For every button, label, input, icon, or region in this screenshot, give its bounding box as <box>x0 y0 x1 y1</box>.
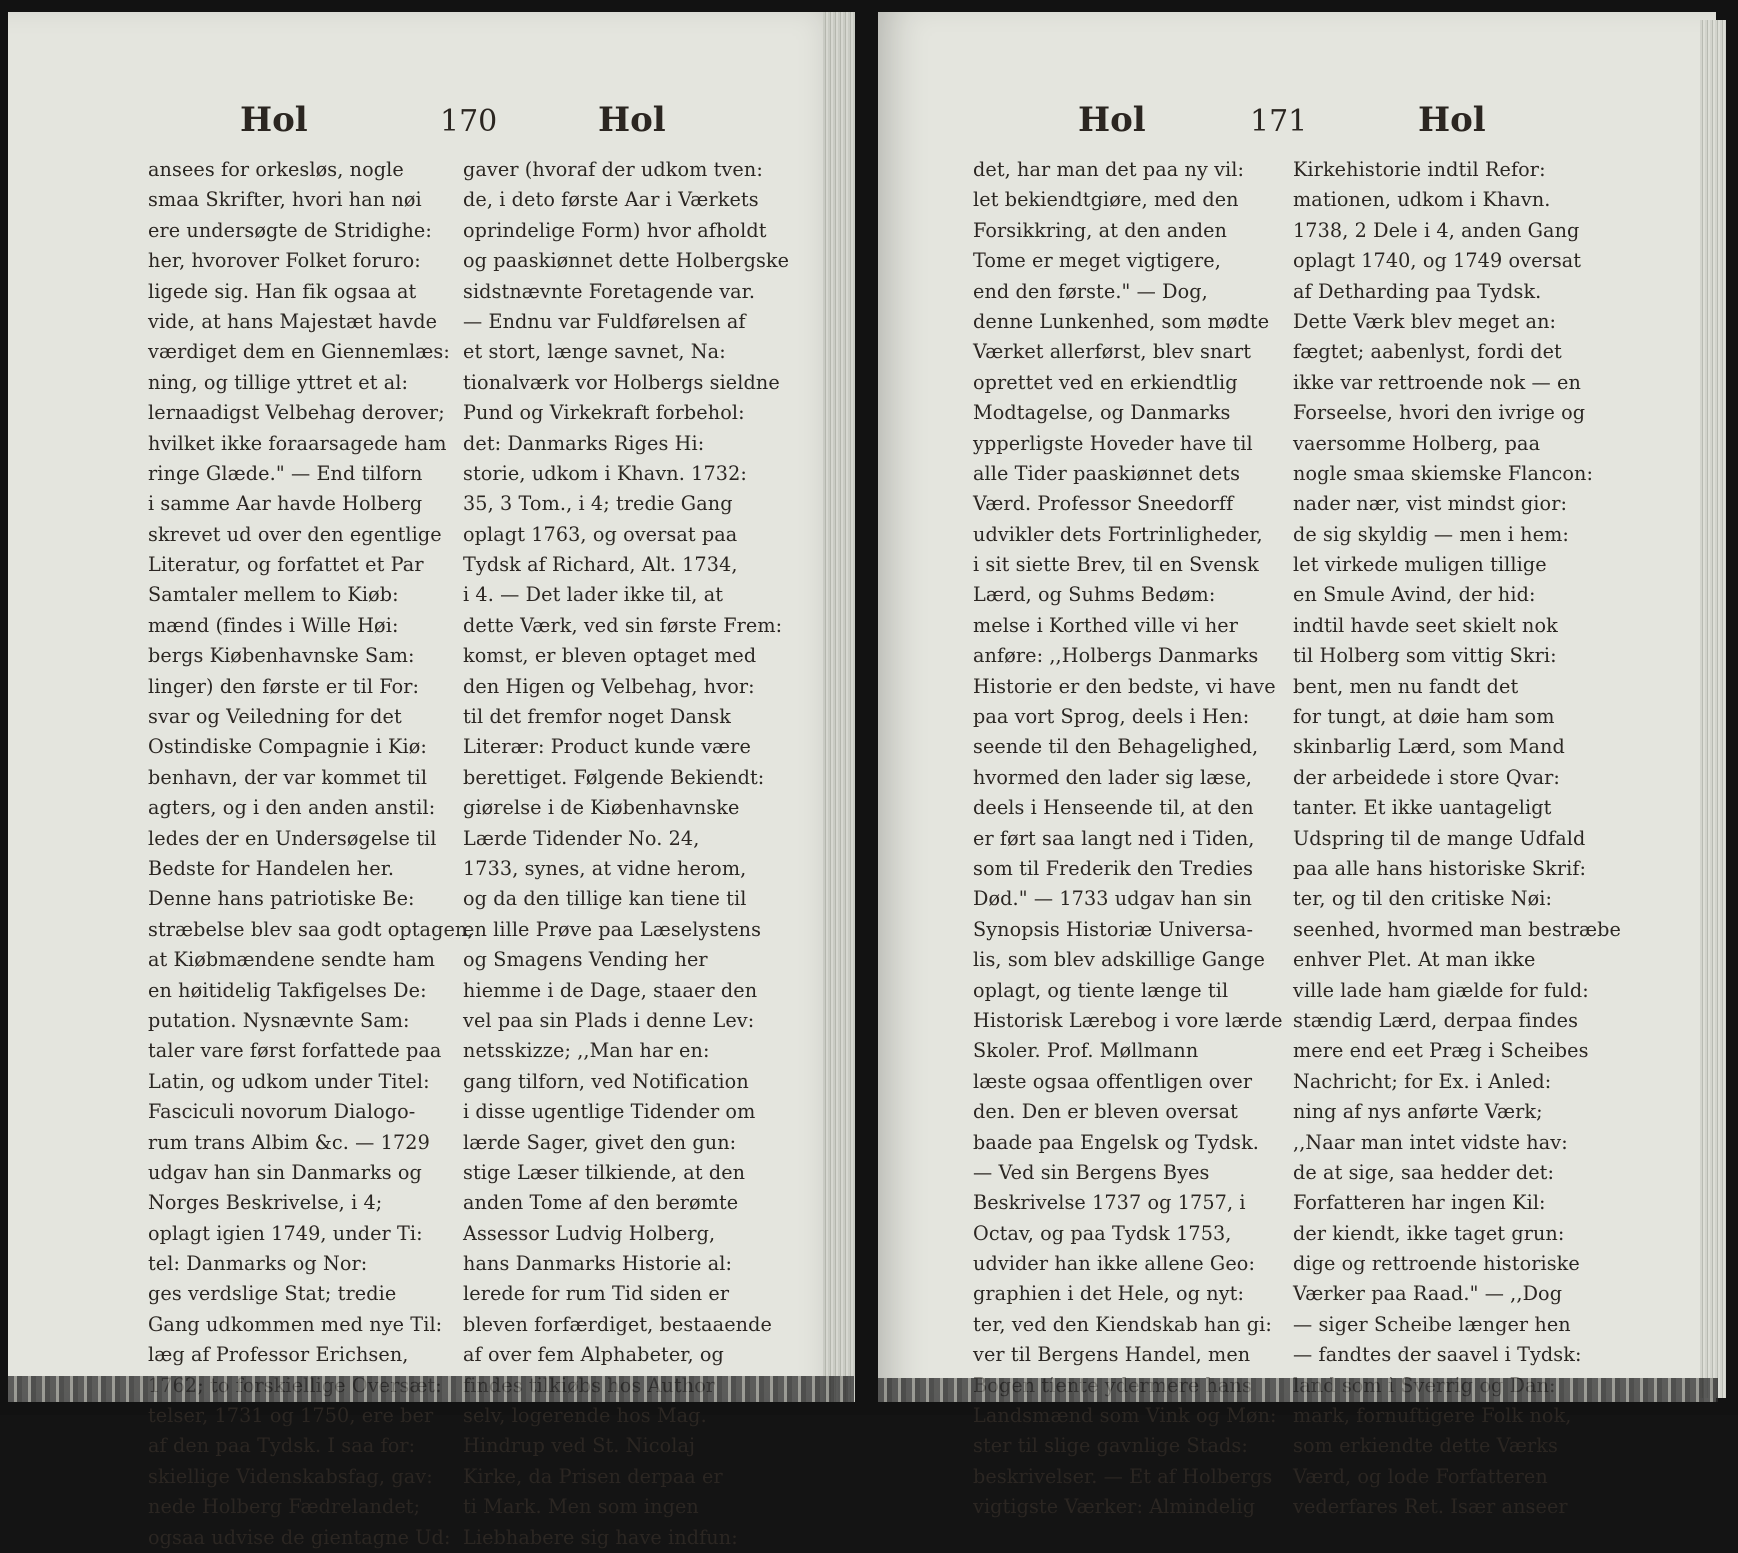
text-line: komst, er bleven optaget med <box>463 644 757 668</box>
left-bottom-edge <box>8 1376 854 1402</box>
text-line: Hindrup ved St. Nicolaj <box>463 1434 696 1458</box>
text-line: i 4. — Det lader ikke til, at <box>463 583 724 607</box>
text-line: udvider han ikke allene Geo: <box>973 1252 1256 1276</box>
text-line: ter, ved den Kiendskab han gi: <box>973 1312 1272 1336</box>
text-line: Literatur, og forfattet et Par <box>148 553 424 577</box>
text-line: Pund og Virkekraft forbehol: <box>463 401 745 425</box>
text-line: Literær: Product kunde være <box>463 735 751 759</box>
text-line: graphien i det Hele, og nyt: <box>973 1282 1245 1306</box>
right-page-header-left-word: Hol <box>1078 100 1146 140</box>
text-line: indtil havde seet skielt nok <box>1293 613 1558 637</box>
text-line: oplagt 1740, og 1749 oversat <box>1293 249 1582 273</box>
right-page-header-right-word: Hol <box>1418 100 1486 140</box>
text-line: anden Tome af den berømte <box>463 1191 739 1215</box>
text-line: selv, logerende hos Mag. <box>463 1404 707 1428</box>
text-line: ,,Naar man intet vidste hav: <box>1293 1130 1568 1154</box>
text-line: nader nær, vist mindst gior: <box>1293 492 1568 516</box>
text-line: skiellige Videnskabsfag, gav: <box>148 1464 433 1488</box>
text-line: seenhed, hvormed man bestræbe <box>1293 917 1621 941</box>
text-line: baade paa Engelsk og Tydsk. <box>973 1130 1259 1154</box>
text-line: — siger Scheibe længer hen <box>1293 1312 1571 1336</box>
text-line: netsskizze; ,,Man har en: <box>463 1039 710 1063</box>
text-line: Værker paa Raad." — ,,Dog <box>1293 1282 1563 1306</box>
right-page-edge <box>1700 20 1726 1398</box>
text-line: ville lade ham giælde for fuld: <box>1293 978 1589 1002</box>
left-page-number: 170 <box>440 104 498 139</box>
text-line: der arbeidede i store Qvar: <box>1293 765 1560 789</box>
text-line: denne Lunkenhed, som mødte <box>973 309 1270 333</box>
text-line: Værket allerførst, blev snart <box>973 340 1252 364</box>
text-line: stige Læser tilkiende, at den <box>463 1160 746 1184</box>
text-line: dette Værk, ved sin første Frem: <box>463 613 783 637</box>
text-line: fægtet; aabenlyst, fordi det <box>1293 340 1562 364</box>
text-line: i sit siette Brev, til en Svensk <box>973 553 1259 577</box>
text-line: ypperligste Hoveder have til <box>973 431 1253 455</box>
text-line: som til Frederik den Tredies <box>973 856 1254 880</box>
text-line: Synopsis Historiæ Universa- <box>973 917 1254 941</box>
text-line: nogle smaa skiemske Flancon: <box>1293 461 1594 485</box>
text-line: Octav, og paa Tydsk 1753, <box>973 1221 1232 1245</box>
text-line: lis, som blev adskillige Gange <box>973 948 1265 972</box>
text-line: Lærd, og Suhms Bedøm: <box>973 583 1216 607</box>
text-line: deels i Henseende til, at den <box>973 796 1254 820</box>
text-line: hans Danmarks Historie al: <box>463 1252 733 1276</box>
text-line: Forfatteren har ingen Kil: <box>1293 1191 1546 1215</box>
left-page-edge <box>823 12 855 1402</box>
text-line: af over fem Alphabeter, og <box>463 1343 724 1367</box>
text-line: beskrivelser. — Et af Holbergs <box>973 1464 1273 1488</box>
text-line: læste ogsaa offentligen over <box>973 1069 1253 1093</box>
text-line: vaersomme Holberg, paa <box>1293 431 1541 455</box>
text-line: paa vort Sprog, deels i Hen: <box>973 705 1250 729</box>
text-line: ere undersøgte de Stridighe: <box>148 218 432 242</box>
text-line: Modtagelse, og Danmarks <box>973 401 1231 425</box>
text-line: agters, og i den anden anstil: <box>148 796 436 820</box>
text-line: skinbarlig Lærd, som Mand <box>1293 735 1565 759</box>
text-line: vederfares Ret. Især anseer <box>1293 1495 1568 1519</box>
text-line: den Higen og Velbehag, hvor: <box>463 674 755 698</box>
left-page-header-right-word: Hol <box>598 100 666 140</box>
text-line: og da den tillige kan tiene til <box>463 887 747 911</box>
text-line: til det fremfor noget Dansk <box>463 705 731 729</box>
text-line: hvormed den lader sig læse, <box>973 765 1252 789</box>
text-line: Fasciculi novorum Dialogo- <box>148 1100 416 1124</box>
text-line: Assessor Ludvig Holberg, <box>463 1221 716 1245</box>
text-line: Bedste for Handelen her. <box>148 856 395 880</box>
text-line: til Holberg som vittig Skri: <box>1293 644 1557 668</box>
text-line: det, har man det paa ny vil: <box>973 158 1245 181</box>
text-line: som erkiendte dette Værks <box>1293 1434 1558 1458</box>
left-page <box>8 12 850 1549</box>
text-line: Dette Værk blev meget an: <box>1293 309 1557 333</box>
text-line: bent, men nu fandt det <box>1293 674 1519 698</box>
text-line: Tome er meget vigtigere, <box>973 249 1221 273</box>
text-line: Samtaler mellem to Kiøb: <box>148 583 399 607</box>
text-line: end den første." — Dog, <box>973 279 1208 303</box>
text-line: bleven forfærdiget, bestaaende <box>463 1312 772 1336</box>
text-line: ringe Glæde." — End tilforn <box>148 461 423 485</box>
text-line: lærde Sager, givet den gun: <box>463 1130 737 1154</box>
text-line: Historisk Lærebog i vore lærde <box>973 1008 1283 1032</box>
text-line: ti Mark. Men som ingen <box>463 1495 699 1519</box>
right-bottom-edge <box>878 1378 1718 1402</box>
text-line: udvikler dets Fortrinligheder, <box>973 522 1263 546</box>
text-line: og Smagens Vending her <box>463 948 708 972</box>
text-line: rum trans Albim &c. — 1729 <box>148 1130 430 1154</box>
left-page-column-1 <box>148 155 474 1553</box>
text-line: anføre: ,,Holbergs Danmarks <box>973 644 1259 668</box>
text-line: den. Den er bleven oversat <box>973 1100 1238 1124</box>
text-line: dige og rettroende historiske <box>1293 1252 1580 1276</box>
text-line: Ostindiske Compagnie i Kiø: <box>148 735 427 759</box>
text-line: stændig Lærd, derpaa findes <box>1293 1008 1579 1032</box>
text-line: ning af nys anførte Værk; <box>1293 1100 1543 1124</box>
text-line: — fandtes der saavel i Tydsk: <box>1293 1343 1582 1367</box>
text-line: oprettet ved en erkiendtlig <box>973 370 1238 394</box>
text-line: putation. Nysnævnte Sam: <box>148 1008 410 1032</box>
text-line: og paaskiønnet dette Holbergske <box>463 249 790 273</box>
text-line: vel paa sin Plads i denne Lev: <box>463 1008 755 1032</box>
right-page <box>878 12 1716 1519</box>
text-line: et stort, længe savnet, Na: <box>463 340 726 364</box>
text-line: Nachricht; for Ex. i Anled: <box>1293 1069 1552 1093</box>
text-line: taler vare først forfattede paa <box>148 1039 442 1063</box>
right-page-number: 171 <box>1250 104 1308 139</box>
text-line: gang tilforn, ved Notification <box>463 1069 749 1093</box>
text-line: udgav han sin Danmarks og <box>148 1160 422 1184</box>
text-line: her, hvorover Folket foruro: <box>148 249 421 273</box>
text-line: 1738, 2 Dele i 4, anden Gang <box>1293 218 1580 242</box>
text-line: de at sige, saa hedder det: <box>1293 1160 1555 1184</box>
text-line: i disse ugentlige Tidender om <box>463 1100 756 1124</box>
text-line: ges verdslige Stat; tredie <box>148 1282 397 1306</box>
text-line: for tungt, at døie ham som <box>1293 705 1555 729</box>
text-line: lernaadigst Velbehag derover; <box>148 401 445 425</box>
text-line: hvilket ikke foraarsagede ham <box>148 431 447 455</box>
text-line: oplagt, og tiente længe til <box>973 978 1229 1002</box>
text-line: af den paa Tydsk. I saa for: <box>148 1434 416 1458</box>
text-line: Kirkehistorie indtil Refor: <box>1293 158 1546 181</box>
text-line: vide, at hans Majestæt havde <box>148 309 438 333</box>
text-line: tel: Danmarks og Nor: <box>148 1252 368 1276</box>
text-line: benhavn, der var kommet til <box>148 765 428 789</box>
left-page-column-2 <box>463 155 789 1553</box>
text-line: alle Tider paaskiønnet dets <box>973 461 1241 485</box>
text-line: gaver (hvoraf der udkom tven: <box>463 158 763 181</box>
text-line: 35, 3 Tom., i 4; tredie Gang <box>463 492 733 516</box>
text-line: læg af Professor Erichsen, <box>148 1343 409 1367</box>
text-line: giørelse i de Kiøbenhavnske <box>463 796 740 820</box>
text-line: linger) den første er til For: <box>148 674 420 698</box>
text-line: mationen, udkom i Khavn. <box>1293 188 1551 212</box>
text-line: af Detharding paa Tydsk. <box>1293 279 1542 303</box>
text-line: nede Holberg Fædrelandet; <box>148 1495 421 1519</box>
text-line: Gang udkommen med nye Til: <box>148 1312 443 1336</box>
text-line: de, i deto første Aar i Værkets <box>463 188 759 212</box>
text-line: ter, og til den critiske Nøi: <box>1293 887 1553 911</box>
text-line: en lille Prøve paa Læselystens <box>463 917 762 941</box>
text-line: ansees for orkesløs, nogle <box>148 158 404 181</box>
text-line: Denne hans patriotiske Be: <box>148 887 415 911</box>
text-line: Værd, og lode Forfatteren <box>1293 1464 1548 1488</box>
text-line: mere end eet Præg i Scheibes <box>1293 1039 1589 1063</box>
text-line: Kirke, da Prisen derpaa er <box>463 1464 723 1488</box>
text-line: sidstnævnte Foretagende var. <box>463 279 756 303</box>
text-line: — Ved sin Bergens Byes <box>973 1160 1210 1184</box>
text-line: ledes der en Undersøgelse til <box>148 826 437 850</box>
text-line: Liebhabere sig have indfun: <box>463 1525 738 1549</box>
text-line: vigtigste Værker: Almindelig <box>973 1495 1256 1519</box>
text-line: ikke var rettroende nok — en <box>1293 370 1581 394</box>
text-line: melse i Korthed ville vi her <box>973 613 1239 637</box>
text-line: telser, 1731 og 1750, ere ber <box>148 1404 434 1428</box>
text-line: Beskrivelse 1737 og 1757, i <box>973 1191 1246 1215</box>
text-line: oplagt igien 1749, under Ti: <box>148 1221 423 1245</box>
text-line: mænd (findes i Wille Høi: <box>148 613 399 637</box>
text-line: ligede sig. Han fik ogsaa at <box>148 279 417 303</box>
text-line: Forseelse, hvori den ivrige og <box>1293 401 1586 425</box>
text-line: en Smule Avind, der hid: <box>1293 583 1536 607</box>
text-line: 1733, synes, at vidne herom, <box>463 856 747 880</box>
text-line: ning, og tillige yttret et al: <box>148 370 409 394</box>
text-line: lerede for rum Tid siden er <box>463 1282 730 1306</box>
text-line: oplagt 1763, og oversat paa <box>463 522 738 546</box>
text-line: storie, udkom i Khavn. 1732: <box>463 461 747 485</box>
text-line: Norges Beskrivelse, i 4; <box>148 1191 383 1215</box>
text-line: tanter. Et ikke uantageligt <box>1293 796 1552 820</box>
text-line: ogsaa udvise de gientagne Ud: <box>148 1525 451 1549</box>
text-line: Udspring til de mange Udfald <box>1293 826 1586 850</box>
text-line: tionalværk vor Holbergs sieldne <box>463 370 780 394</box>
text-line: mark, fornuftigere Folk nok, <box>1293 1404 1572 1428</box>
text-line: er ført saa langt ned i Tiden, <box>973 826 1255 850</box>
text-line: Forsikkring, at den anden <box>973 218 1228 242</box>
right-page-column-2 <box>1293 155 1621 1523</box>
text-line: svar og Veiledning for det <box>148 705 402 729</box>
text-line: — Endnu var Fuldførelsen af <box>463 309 746 333</box>
text-line: hiemme i de Dage, staaer den <box>463 978 758 1002</box>
text-line: enhver Plet. At man ikke <box>1293 948 1536 972</box>
text-line: værdiget dem en Giennemlæs: <box>148 340 450 364</box>
text-line: Lærde Tidender No. 24, <box>463 826 700 850</box>
text-line: Tydsk af Richard, Alt. 1734, <box>463 553 738 577</box>
text-line: let bekiendtgiøre, med den <box>973 188 1239 212</box>
text-line: stræbelse blev saa godt optagen, <box>148 917 474 941</box>
text-line: paa alle hans historiske Skrif: <box>1293 856 1587 880</box>
text-line: Værd. Professor Sneedorff <box>973 492 1234 516</box>
right-page-column-1 <box>973 155 1283 1523</box>
text-line: smaa Skrifter, hvori han nøi <box>148 188 422 212</box>
text-line: det: Danmarks Riges Hi: <box>463 431 705 455</box>
text-line: oprindelige Form) hvor afholdt <box>463 218 767 242</box>
text-line: en høitidelig Takfigelses De: <box>148 978 427 1002</box>
text-line: Historie er den bedste, vi have <box>973 674 1276 698</box>
text-line: der kiendt, ikke taget grun: <box>1293 1221 1565 1245</box>
text-line: ster til slige gavnlige Stads: <box>973 1434 1248 1458</box>
text-line: let virkede muligen tillige <box>1293 553 1547 577</box>
text-line: seende til den Behagelighed, <box>973 735 1259 759</box>
text-line: Skoler. Prof. Møllmann <box>973 1039 1199 1063</box>
text-line: bergs Kiøbenhavnske Sam: <box>148 644 415 668</box>
text-line: Landsmænd som Vink og Møn: <box>973 1404 1277 1428</box>
left-page-header-left-word: Hol <box>240 100 308 140</box>
text-line: berettiget. Følgende Bekiendt: <box>463 765 765 789</box>
text-line: i samme Aar havde Holberg <box>148 492 423 516</box>
text-line: Latin, og udkom under Titel: <box>148 1069 430 1093</box>
text-line: at Kiøbmændene sendte ham <box>148 948 436 972</box>
text-line: ver til Bergens Handel, men <box>973 1343 1251 1367</box>
text-line: Død." — 1733 udgav han sin <box>973 887 1252 911</box>
text-line: de sig skyldig — men i hem: <box>1293 522 1569 546</box>
text-line: skrevet ud over den egentlige <box>148 522 442 546</box>
